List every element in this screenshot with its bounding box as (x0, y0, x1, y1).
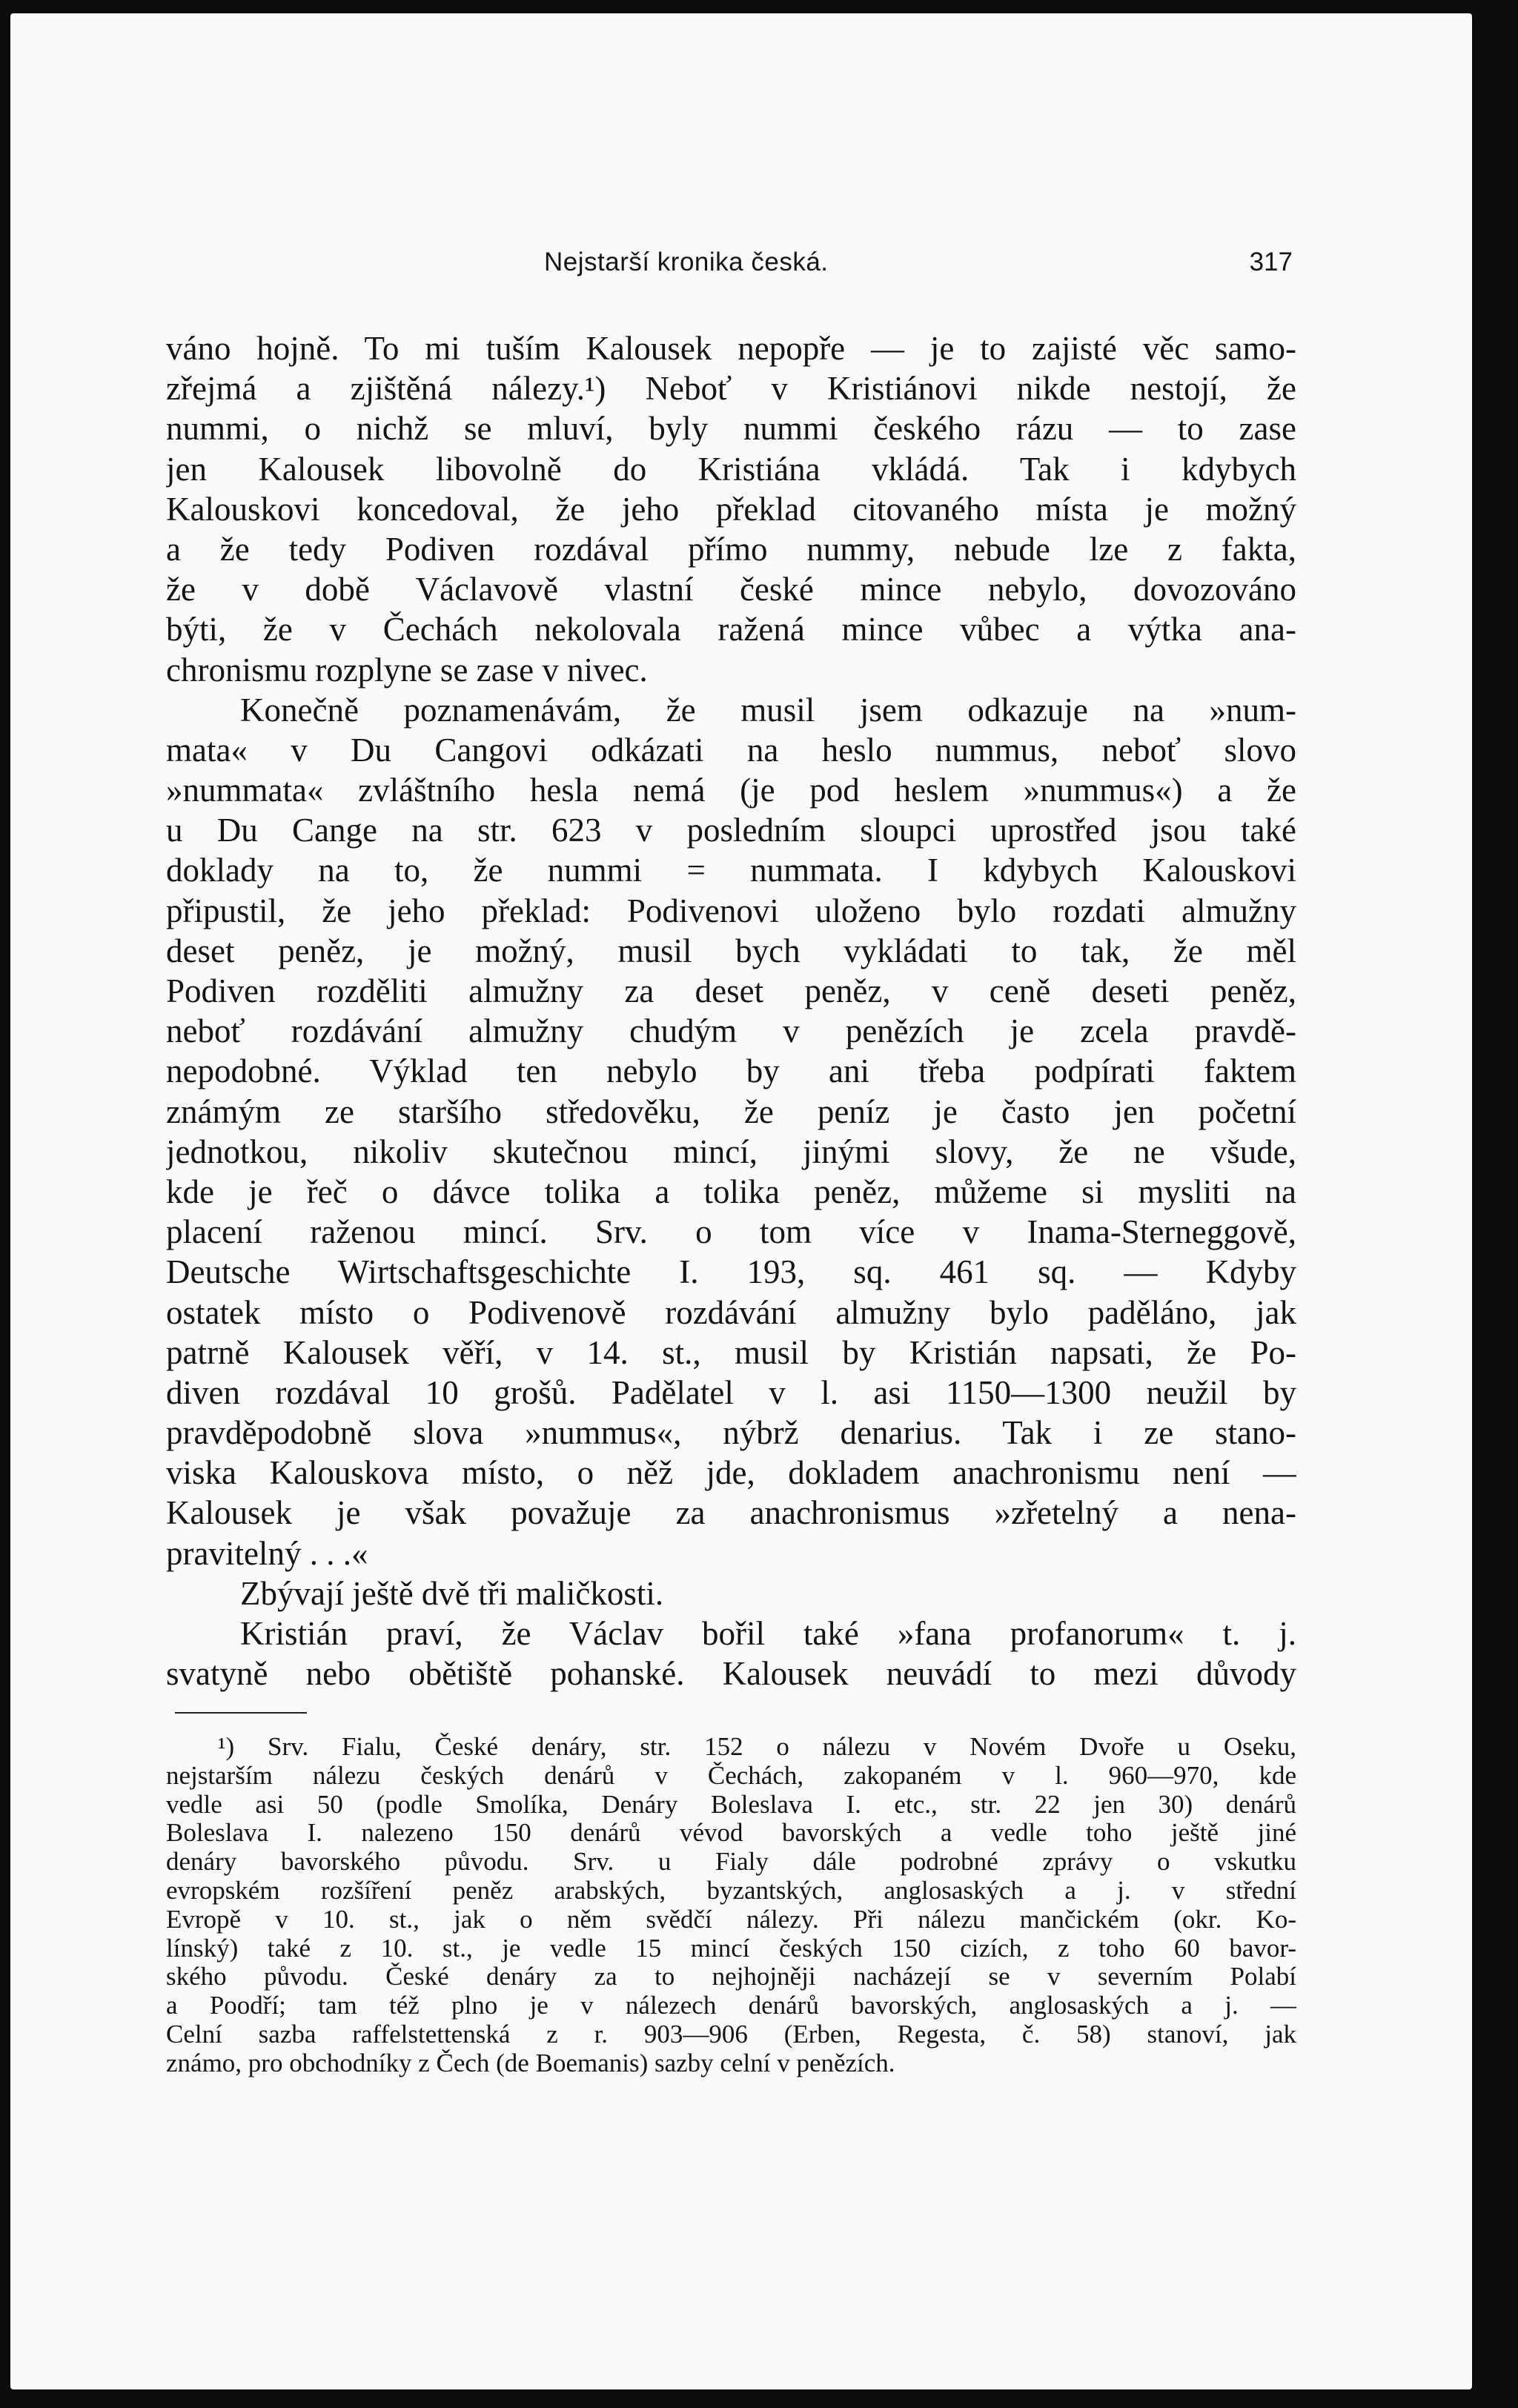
book-page (10, 13, 1472, 2389)
body-line: nepodobné. Výklad ten nebylo by ani třeba podpírati faktem (166, 1052, 1296, 1090)
footnotes (166, 1733, 1296, 2078)
body-line: Konečně poznamenávám, že musil jsem odkazuje na »num- (240, 691, 1296, 729)
running-title: Nejstarší kronika česká. (544, 248, 829, 276)
body-line: Podiven rozděliti almužny za deset peněz, v ceně deseti peněz, (166, 972, 1296, 1009)
body-line: Zbývají ještě dvě tři maličkosti. (240, 1574, 664, 1612)
footnote-divider (175, 1712, 307, 1714)
body-line: jednotkou, nikoliv skutečnou mincí, jinými slovy, že ne všude, (166, 1132, 1296, 1170)
footnote-line: evropském rozšíření peněz arabských, byzantských, anglosaských a j. v střední (166, 1876, 1296, 1905)
body-line: Deutsche Wirtschaftsgeschichte I. 193, sq. 461 sq. — Kdyby (166, 1253, 1296, 1291)
body-line: připustil, že jeho překlad: Podivenovi uloženo bylo rozdati almužny (166, 892, 1296, 929)
body-line: placení raženou mincí. Srv. o tom více v Inama-Sterneggově, (166, 1213, 1296, 1251)
body-line: »nummata« zvláštního hesla nemá (je pod heslem »nummus«) a že (166, 772, 1296, 809)
body-line: ostatek místo o Podivenově rozdávání almužny bylo paděláno, jak (166, 1293, 1296, 1331)
footnote-line: denáry bavorského původu. Srv. u Fialy dále podrobné zprávy o vskutku (166, 1848, 1296, 1877)
footnote-line: známo, pro obchodníky z Čech (de Boemanis) sazby celní v penězích. (166, 2049, 895, 2077)
body-line: jen Kalousek libovolně do Kristiána vkládá. Tak i kdybych (166, 450, 1296, 488)
body-line: zřejmá a zjištěná nálezy.¹) Neboť v Kristiánovi nikde nestojí, že (166, 370, 1296, 408)
body-line: kde je řeč o dávce tolika a tolika peněz, můžeme si mysliti na (166, 1173, 1296, 1210)
body-line: váno hojně. To mi tuším Kalousek nepopře — je to zajisté věc samo- (166, 330, 1296, 367)
body-line: deset peněz, je možný, musil bych vykládati to tak, že měl (166, 932, 1296, 969)
body-line: svatyně nebo obětiště pohanské. Kalousek neuvádí to mezi důvody (166, 1655, 1296, 1693)
footnote-line: a Poodří; tam též plno je v nálezech denárů bavorských, anglosaských a j. — (166, 1991, 1296, 2020)
page-number: 317 (1249, 248, 1293, 276)
body-line: diven rozdával 10 grošů. Padělatel v l. asi 1150—1300 neužil by (166, 1373, 1296, 1411)
body-line: mata« v Du Cangovi odkázati na heslo nummus, neboť slovo (166, 731, 1296, 769)
body-line: a že tedy Podiven rozdával přímo nummy, nebude lze z fakta, (166, 530, 1296, 568)
footnote-line: Boleslava I. nalezeno 150 denárů vévod bavorských a vedle toho ještě jiné (166, 1819, 1296, 1848)
footnote-line: vedle asi 50 (podle Smolíka, Denáry Boleslava I. etc., str. 22 jen 30) denárů (166, 1790, 1296, 1819)
footnote-line: Celní sazba raffelstettenská z r. 903—906 (Erben, Regesta, č. 58) stanoví, jak (166, 2020, 1296, 2049)
body-line: chronismu rozplyne se zase v nivec. (166, 651, 648, 689)
body-line: že v době Václavově vlastní české mince nebylo, dovozováno (166, 571, 1296, 608)
footnote-line: ského původu. České denáry za to nejhojněji nacházejí se v severním Polabí (166, 1963, 1296, 1991)
body-line: neboť rozdávání almužny chudým v penězích je zcela pravdě- (166, 1012, 1296, 1050)
footnote-line: Evropě v 10. st., jak o něm svědčí nálezy. Při nálezu mančickém (okr. Ko- (166, 1905, 1296, 1934)
scan-border (1476, 0, 1518, 2408)
footnote-line: línský) také z 10. st., je vedle 15 mincí českých 150 cizích, z toho 60 bavor- (166, 1934, 1296, 1963)
body-line: známým ze staršího středověku, že peníz je často jen početní (166, 1092, 1296, 1130)
body-line: patrně Kalousek věří, v 14. st., musil by Kristián napsati, že Po- (166, 1333, 1296, 1371)
footnote-line: ¹) Srv. Fialu, České denáry, str. 152 o nálezu v Novém Dvoře u Oseku, (218, 1733, 1296, 1761)
body-line: u Du Cange na str. 623 v posledním sloupci uprostřed jsou také (166, 812, 1296, 849)
body-line: nummi, o nichž se mluví, byly nummi českého rázu — to zase (166, 410, 1296, 448)
body-line: viska Kalouskova místo, o něž jde, dokladem anachronismu není — (166, 1454, 1296, 1492)
footnote-line: nejstarším nálezu českých denárů v Čechách, zakopaném v l. 960—970, kde (166, 1761, 1296, 1790)
body-line: Kalousek je však považuje za anachronismus »zřetelný a nena- (166, 1494, 1296, 1532)
body-line: doklady na to, že nummi = nummata. I kdybych Kalouskovi (166, 852, 1296, 889)
body-text (166, 328, 1296, 1694)
body-line: pravitelný . . .« (166, 1534, 368, 1572)
body-line: pravděpodobně slova »nummus«, nýbrž denarius. Tak i ze stano- (166, 1414, 1296, 1452)
body-line: býti, že v Čechách nekolovala ražená mince vůbec a výtka ana- (166, 611, 1296, 649)
body-line: Kristián praví, že Václav bořil také »fana profanorum« t. j. (240, 1615, 1296, 1652)
body-line: Kalouskovi koncedoval, že jeho překlad citovaného místa je možný (166, 490, 1296, 528)
running-header (544, 248, 1293, 292)
